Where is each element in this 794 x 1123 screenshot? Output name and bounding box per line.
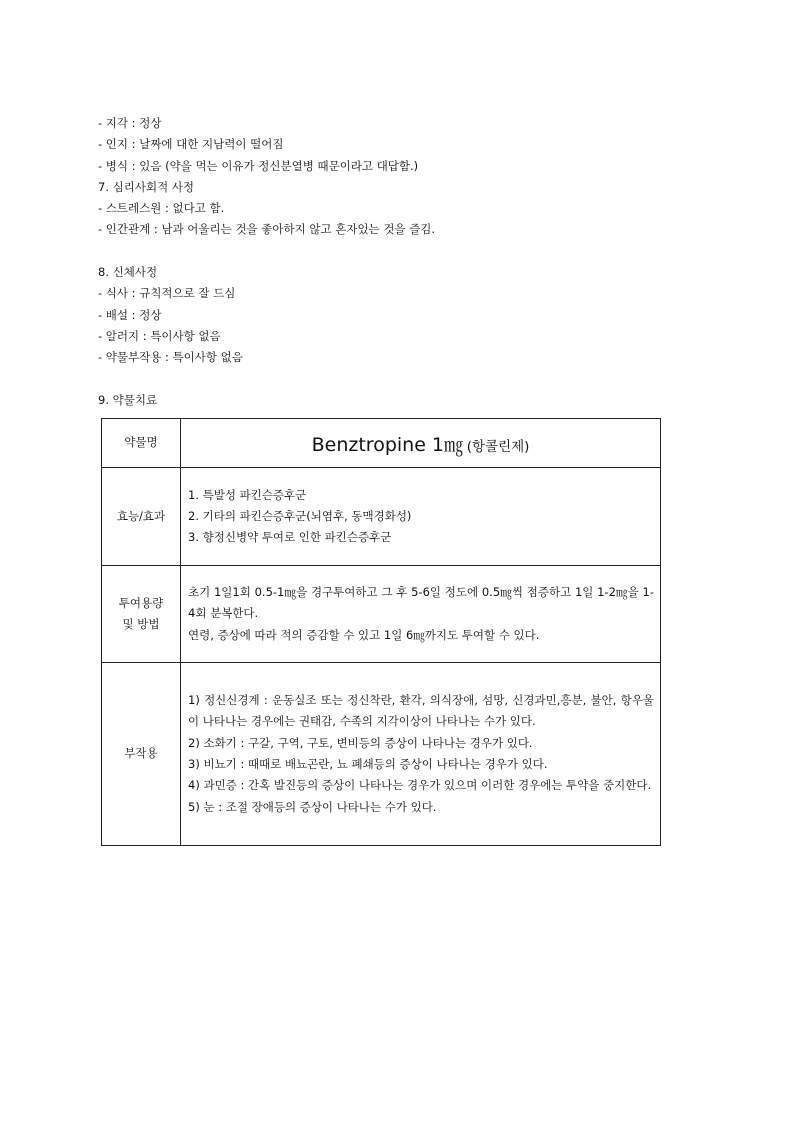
effect-item: 3. 향정신병약 투여로 인한 파킨슨증후군 <box>188 530 392 545</box>
table-row-dosage <box>102 566 661 663</box>
text-line-stressor: - 스트레스원 : 없다고 함. <box>98 201 225 216</box>
text-line-insight: - 병식 : 있음 (약을 먹는 이유가 정신분열병 때문이라고 대답함.) <box>98 158 419 173</box>
side-effect-item: 2) 소화기 : 구갈, 구역, 구토, 변비등의 증상이 나타나는 경우가 있다. <box>188 735 533 750</box>
table-row-side-effects <box>102 663 661 846</box>
drug-info-table <box>101 418 661 846</box>
dosage-label <box>102 566 181 663</box>
blank-line <box>98 369 698 390</box>
drug-name: Benztropine 1㎎ <box>311 433 464 456</box>
drug-name-cell <box>181 419 661 468</box>
drug-name-label: 약물명 <box>102 419 181 468</box>
effect-item: 2. 기타의 파킨슨증후군(뇌염후, 동맥경화성) <box>188 508 412 523</box>
dosage-cell <box>181 566 661 663</box>
text-line-allergy: - 알러지 : 특이사항 없음 <box>98 328 221 343</box>
dosage-paragraph: 초기 1일1회 0.5-1㎎을 경구투여하고 그 후 5-6일 정도에 0.5㎎씩 점증하고 1일 1-2㎎을 1-4회 분복한다. <box>188 585 654 621</box>
text-line-adverse-reaction: - 약물부작용 : 특이사항 없음 <box>98 350 243 365</box>
side-effects-label: 부작용 <box>102 663 181 846</box>
text-line-perception: - 지각 : 정상 <box>98 116 162 130</box>
side-effects-cell <box>181 663 661 846</box>
blank-line <box>98 241 698 262</box>
side-effect-item: 3) 비뇨기 : 때때로 배뇨곤란, 뇨 폐쇄등의 증상이 나타나는 경우가 있다. <box>188 757 548 771</box>
dosage-paragraph: 연령, 증상에 따라 적의 증감할 수 있고 1일 6㎎까지도 투여할 수 있다. <box>188 627 540 642</box>
table-row-effects <box>102 468 661 566</box>
text-line-cognition: - 인지 : 날짜에 대한 지남력이 떨어짐 <box>98 137 284 152</box>
section-heading-psychosocial: 7. 심리사회적 사정 <box>98 179 195 194</box>
section-heading-medication: 9. 약물치료 <box>98 392 158 407</box>
text-line-meals: - 식사 : 규칙적으로 잘 드심 <box>98 286 236 301</box>
effects-label: 효능/효과 <box>102 468 181 566</box>
document-body <box>98 113 698 411</box>
side-effect-item: 4) 과민증 : 간혹 발진등의 증상이 나타나는 경우가 있으며 이러한 경우에는 투약을 중지한다. <box>188 778 652 793</box>
text-line-elimination: - 배설 : 정상 <box>98 307 162 322</box>
side-effect-item: 1) 정신신경계 : 운동실조 또는 정신착란, 환각, 의식장애, 섬망, 신경과민,흥분, 불안, 항우울이 나타나는 경우에는 권태감, 수족의 지각이상이 나타나는 수가 있다. <box>188 693 654 729</box>
effects-cell <box>181 468 661 566</box>
text-line-relationships: - 인간관계 : 남과 어울리는 것을 좋아하지 않고 혼자있는 것을 즐김. <box>98 222 436 237</box>
section-heading-physical: 8. 신체사정 <box>98 265 158 280</box>
table-row-drug-name <box>102 419 661 468</box>
effect-item: 1. 특발성 파킨슨증후군 <box>188 487 307 502</box>
dosage-label-line-1: 투여용량 <box>118 595 164 610</box>
dosage-label-line-2: 및 방법 <box>122 617 160 631</box>
drug-class: (항콜린제) <box>466 438 530 455</box>
side-effect-item: 5) 눈 : 조절 장애등의 증상이 나타나는 수가 있다. <box>188 799 437 814</box>
